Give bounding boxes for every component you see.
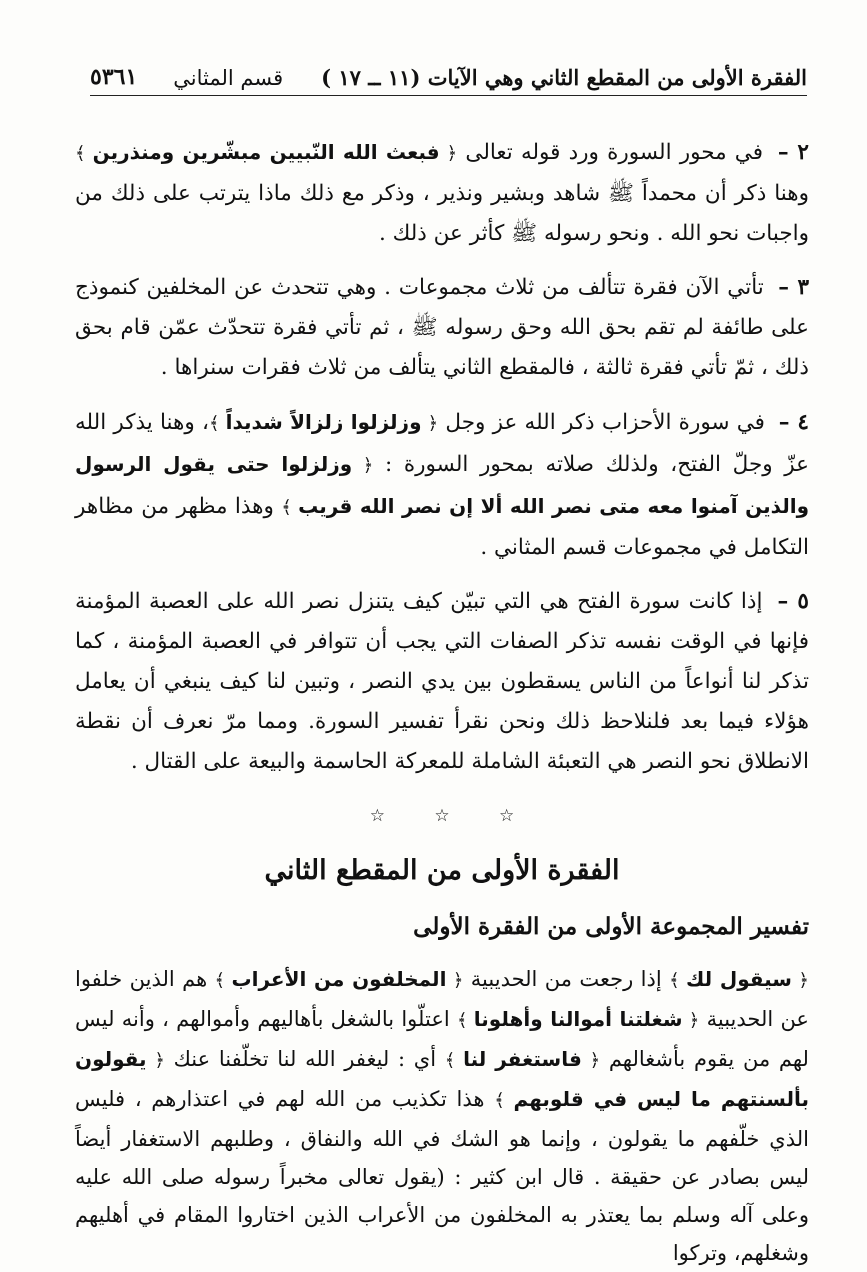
numbered-paragraph (75, 132, 809, 254)
text-run: هذا تكذيب من الله لهم في اعتذارهم ، فليس الذي خلّفهم ما يقولون ، وإنما هو الشك في الله والنفاق ، وطلبهم الاستغفار أيضاً ليس بصادر عن حقيقة . قال ابن كثير : (يقول تعالى مخبراً رسوله صلى الله عليه وعلى آله وسلم بما يعتذر به المخلفون من الأعراب الذين اختاروا المقام في أهليهم وشغلهم، وتركوا (75, 1087, 809, 1265)
text-run: أي : ليغفر الله لنا تخلّفنا عنك (164, 1047, 445, 1071)
section-name: قسم المثاني (173, 66, 284, 90)
quran-quote: يقولون بألسنتهم ما ليس في قلوبهم (75, 1047, 810, 1111)
header-rule (90, 95, 807, 96)
page-content (75, 132, 809, 1272)
text-run: في سورة الأحزاب ذكر الله عز وجل (438, 410, 765, 435)
text-run: في محور السورة ورد قوله تعالى (457, 140, 763, 165)
section-title: الفقرة الأولى من المقطع الثاني (264, 855, 620, 886)
ornate-bracket: ﴾ (456, 1010, 474, 1031)
paragraph-number: ٢ – (769, 140, 809, 165)
ornate-bracket: ﴾ (669, 970, 687, 991)
running-title: الفقرة الأولى من المقطع الثاني وهي الآيات (١١ ــ ١٧ ) (321, 65, 807, 90)
header-left-group (90, 64, 283, 90)
numbered-paragraph (75, 268, 809, 388)
numbered-paragraph (75, 402, 809, 568)
paragraph-number: ٥ – (768, 589, 809, 614)
text-run: وهذا مظهر من مظاهر التكامل في مجموعات قسم المثاني . (75, 494, 809, 560)
separator-stars: ☆ ☆ ☆ (369, 806, 537, 826)
ornate-bracket: ﴿ (421, 413, 439, 434)
ornate-bracket: ﴿ (791, 970, 809, 991)
quran-quote: المخلفون من الأعراب (231, 967, 447, 991)
ornate-bracket: ﴾ (494, 1090, 514, 1111)
text-run: وهنا ذكر أن محمداً ﷺ شاهد وبشير ونذير ، وذكر مع ذلك ماذا يترتب على ذلك من واجبات نحو الله . ونحو رسوله ﷺ كأثر عن ذلك . (75, 181, 809, 246)
ornate-bracket: ﴿ (446, 970, 464, 991)
numbered-paragraph (75, 582, 809, 782)
intro-paragraphs (75, 132, 809, 782)
ornate-bracket: ﴿ (682, 1010, 700, 1031)
page-header (90, 52, 807, 90)
text-run: إذا كانت سورة الفتح هي التي تبيّن كيف يتنزل نصر الله على العصبة المؤمنة فإنها في الوقت نفسه تذكر الصفات التي يجب أن تتوافر في العصبة المؤمنة ، كما تذكر لنا أنواعاً من الناس يسقطون بين يدي النصر ، وتبين لنا كيف ينبغي أن يعامل هؤلاء فيما بعد فلنلاحظ ذلك ونحن نقرأ تفسير السورة. ومما مرّ نعرف أن نقطة الانطلاق نحو النصر هي التعبئة الشاملة للمعركة الحاسمة والبيعة على القتال . (75, 589, 809, 774)
page-number: ٥٣٦١ (90, 64, 138, 90)
quran-quote: فاستغفر لنا (463, 1047, 582, 1071)
ornate-bracket: ﴿ (352, 455, 374, 476)
quran-quote: فبعث الله النّبيين مبشّرين ومنذرين (92, 140, 440, 164)
text-run: اعتلّوا بالشغل بأهاليهم وأموالهم ، وأنه ليس لهم من يقوم بأشغالهم (75, 1007, 809, 1071)
text-run: تأتي الآن فقرة تتألف من ثلاث مجموعات . وهي تتحدث عن المخلفين كنموذج على طائفة لم تقم بحق الله وحق رسوله ﷺ ، ثم تأتي فقرة تتحدّث عمّن قام بحق ذلك ، ثمّ تأتي فقرة ثالثة ، فالمقطع الثاني يتألف من ثلاث فقرات سنراها . (75, 275, 809, 380)
text-run: إذا رجعت من الحديبية (463, 967, 670, 991)
ornate-bracket: ﴾ (444, 1050, 464, 1071)
text-run: هم الذين خلفوا عن الحديبية (75, 967, 809, 1031)
ornate-bracket: ﴿ (581, 1050, 601, 1071)
quran-quote: وزلزلوا حتى يقول الرسول والذين آمنوا معه متى نصر الله ألا إن نصر الله قريب (75, 452, 809, 518)
quran-quote: سيقول لك (686, 967, 792, 991)
tafsir-paragraph (75, 960, 809, 1272)
quran-quote: شغلتنا أموالنا وأهلونا (473, 1007, 683, 1031)
ornate-bracket: ﴾ (214, 970, 232, 991)
ornate-bracket: ﴿ (439, 143, 458, 164)
subsection-title: تفسير المجموعة الأولى من الفقرة الأولى (413, 913, 809, 940)
paragraph-number: ٣ – (769, 275, 809, 300)
ornate-bracket: ﴾ (75, 143, 93, 164)
ornate-bracket: ﴾ (208, 413, 226, 434)
text-run: ، وهنا يذكر الله عزّ وجلّ الفتح، ولذلك صلاته بمحور السورة : (75, 410, 809, 477)
paragraph-number: ٤ – (770, 410, 809, 435)
quran-quote: وزلزلوا زلزالاً شديداً (225, 410, 422, 434)
ornate-bracket: ﴾ (281, 497, 299, 518)
ornate-bracket: ﴿ (146, 1050, 165, 1071)
